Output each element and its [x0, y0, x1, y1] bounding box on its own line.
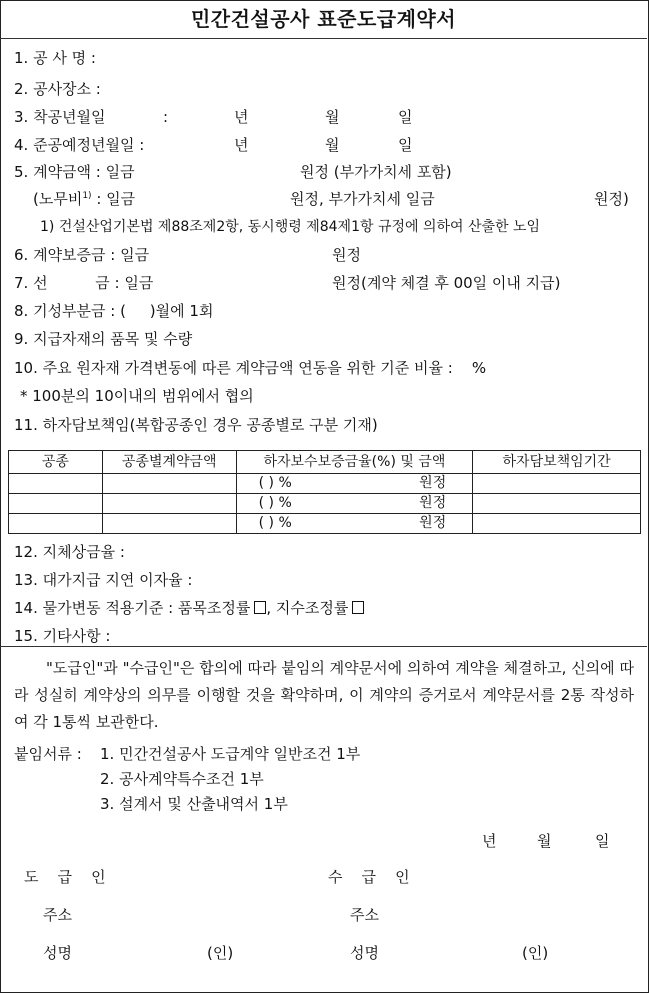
trade-amount-cell[interactable]: [102, 474, 236, 494]
attachment-item: 1. 민간건설공사 도급계약 일반조건 1부: [100, 745, 361, 763]
labor-footnote: 1) 건설산업기본법 제88조제2항, 동시행령 제84제1항 규정에 의하여 산출한 노임: [40, 219, 541, 235]
contractor-address-label[interactable]: 주소: [350, 906, 379, 924]
warranty-rate-cell[interactable]: ( ) % 원정: [236, 514, 473, 534]
warranty-rate-cell[interactable]: ( ) % 원정: [236, 494, 473, 514]
trade-cell[interactable]: [9, 494, 103, 514]
owner-seal[interactable]: (인): [207, 944, 234, 962]
attachment-item: 2. 공사계약특수조건 1부: [100, 770, 264, 788]
item-project-location: 2. 공사장소 :: [14, 80, 101, 98]
document-title: 민간건설공사 표준도급계약서: [0, 0, 647, 39]
item-price-index-ratio: 10. 주요 원자재 가격변동에 따른 계약금액 연동을 위한 기준 비율 : %: [14, 359, 487, 377]
defect-liability-table: [8, 450, 641, 534]
header-liability-period: 하자담보책임기간: [473, 451, 641, 474]
item-supplied-materials: 9. 지급자재의 품목 및 수량: [14, 330, 193, 348]
table-row: [9, 514, 641, 534]
warranty-rate-cell[interactable]: ( ) % 원정: [236, 474, 473, 494]
table-row: [9, 494, 641, 514]
trade-cell[interactable]: [9, 474, 103, 494]
contractor-title: 수 급 인: [328, 868, 410, 886]
item-delay-penalty: 12. 지체상금율 :: [14, 543, 125, 561]
liability-period-cell[interactable]: [473, 474, 641, 494]
contractor-seal[interactable]: (인): [522, 944, 549, 962]
owner-name-label[interactable]: 성명: [43, 944, 72, 962]
item-price-adjustment: 14. 물가변동 적용기준 : 품목조정률 , 지수조정률: [14, 599, 364, 617]
item-progress-payment: 8. 기성부분금 : ( )월에 1회: [14, 302, 214, 320]
index-rate-checkbox[interactable]: [352, 601, 364, 614]
item-late-interest: 13. 대가지급 지연 이자율 :: [14, 571, 193, 589]
price-index-note: * 100분의 10이내의 범위에서 협의: [20, 387, 254, 405]
header-trade: 공종: [9, 451, 103, 474]
table-header-row: [9, 451, 641, 474]
item-defect-liability: 11. 하자담보책임(복합공종인 경우 공종별로 구분 기재): [14, 416, 378, 434]
trade-cell[interactable]: [9, 514, 103, 534]
header-warranty-rate: 하자보수보증금율(%) 및 금액: [236, 451, 473, 474]
item-other-matters: 15. 기타사항 :: [14, 627, 111, 645]
owner-title: 도 급 인: [24, 868, 106, 886]
owner-address-label[interactable]: 주소: [43, 906, 72, 924]
header-trade-amount: 공종별계약금액: [102, 451, 236, 474]
liability-period-cell[interactable]: [473, 494, 641, 514]
contractor-name-label[interactable]: 성명: [350, 944, 379, 962]
attachment-item: 3. 설계서 및 산출내역서 1부: [100, 795, 288, 813]
trade-amount-cell[interactable]: [102, 494, 236, 514]
liability-period-cell[interactable]: [473, 514, 641, 534]
table-row: [9, 474, 641, 494]
agreement-paragraph: "도급인"과 "수급인"은 합의에 따라 붙임의 계약문서에 의하여 계약을 체결하고, 신의에 따라 성실히 계약상의 의무를 이행할 것을 확약하며, 이 계약의 증거로서 계약문서를 2통 작성하여 각 1통씩 보관한다.: [14, 659, 634, 731]
item-project-name: 1. 공 사 명 :: [14, 49, 96, 67]
section-divider: [0, 646, 647, 647]
trade-amount-cell[interactable]: [102, 514, 236, 534]
item-rate-checkbox[interactable]: [254, 601, 266, 614]
